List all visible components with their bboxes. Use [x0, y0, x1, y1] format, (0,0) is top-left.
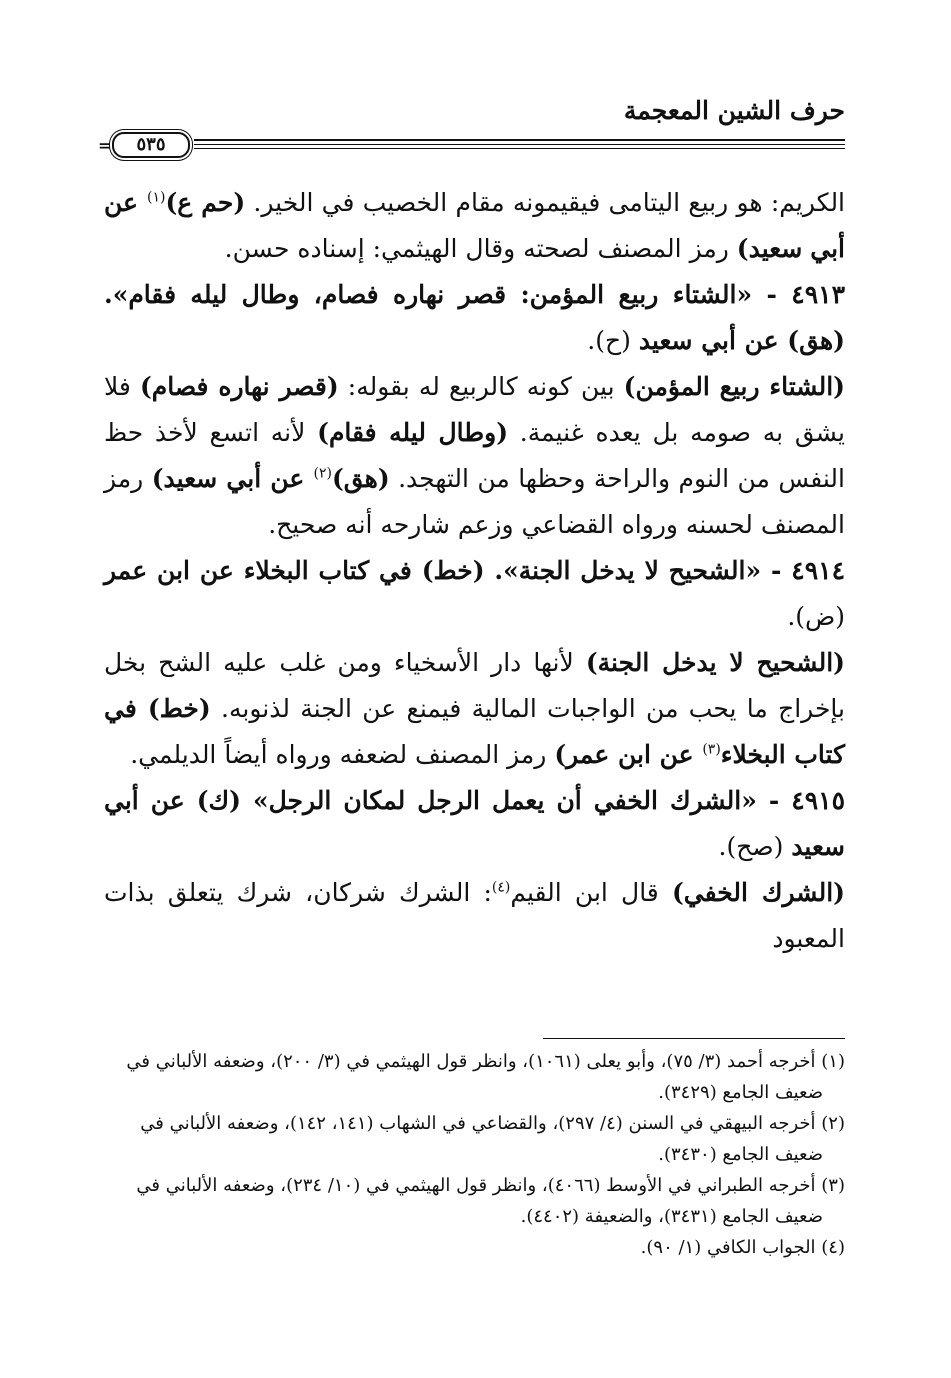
header-rule-thin: [194, 144, 845, 145]
footnote-2: (٢) أخرجه البيهقي في السنن (٤/ ٢٩٧)، والقضاعي في الشهاب (١٤١، ١٤٢)، وضعفه الألباني في ضعيف الجامع (٣٤٣٠).: [140, 1113, 845, 1165]
hadith-4915: ٤٩١٥ - «الشرك الخفي أن يعمل الرجل لمكان الرجل» (ك) عن أبي سعيد (صح).: [104, 786, 845, 861]
footnotes: [104, 1046, 845, 1263]
page-header: [98, 96, 845, 156]
header-mark: =: [98, 136, 112, 155]
header-rule: [98, 132, 845, 156]
paragraph-intro: الكريم: هو ربيع اليتامى فيقيمونه مقام الخصيب في الخير. (حم ع)$^{(١)}$ عن أبي سعيد) رمز المصنف لصحته وقال الهيثمي: إسناده حسن.: [104, 188, 846, 263]
footnote-ref-1[interactable]: (١): [146, 189, 166, 206]
main-text: [104, 180, 845, 962]
commentary-4913: (الشتاء ربيع المؤمن) بين كونه كالربيع له بقوله: (قصر نهاره فصام) فلا يشق به صومه بل يعده غنيمة. (وطال ليله فقام) لأنه اتسع لأخذ حظ النفس من النوم والراحة وحظها من التهجد. (هق)$^{(٢)}$ عن أبي سعيد) رمز المصنف لحسنه ورواه القضاعي وزعم شارحه أنه صحيح.: [104, 372, 845, 539]
footnote-1: (١) أخرجه أحمد (٣/ ٧٥)، وأبو يعلى (١٠٦١)، وانظر قول الهيثمي في (٣/ ٢٠٠)، وضعفه الألباني في ضعيف الجامع (٣٤٢٩).: [126, 1051, 845, 1103]
footnote-4: (٤) الجواب الكافي (١/ ٩٠).: [640, 1237, 845, 1258]
footnote-ref-3[interactable]: (٣): [702, 741, 721, 758]
header-rule-thick: [194, 139, 845, 141]
footnote-ref-2[interactable]: (٢): [313, 465, 332, 482]
footnote-3: (٣) أخرجه الطبراني في الأوسط (٤٠٦٦)، وانظر قول الهيثمي في (١٠/ ٢٣٤)، وضعفه الألباني في ضعيف الجامع (٣٤٣١)، والضعيفة (٤٤٠٢).: [136, 1175, 845, 1227]
hadith-4913: ٤٩١٣ - «الشتاء ربيع المؤمن: قصر نهاره فصام، وطال ليله فقام». (هق) عن أبي سعيد (ح).: [104, 280, 845, 355]
header-rule-thin-lower: [194, 148, 845, 149]
commentary-4914: (الشحيح لا يدخل الجنة) لأنها دار الأسخياء ومن غلب عليه الشح بخل بإخراج ما يحب من الواجبات المالية فيمنع عن الجنة لذنوبه. (خط) في كتاب البخلاء$^{(٣)}$ عن ابن عمر) رمز المصنف لضعفه ورواه أيضاً الديلمي.: [104, 648, 845, 769]
page-number: ٥٣٥: [112, 132, 190, 158]
chapter-title: حرف الشين المعجمة: [623, 96, 845, 125]
footnote-ref-4[interactable]: (٤): [491, 879, 511, 896]
footnote-divider: [543, 1038, 845, 1039]
hadith-4914: ٤٩١٤ - «الشحيح لا يدخل الجنة». (خط) في كتاب البخلاء عن ابن عمر (ض).: [104, 556, 845, 631]
commentary-4915: (الشرك الخفي) قال ابن القيم$^{(٤)}$: الشرك شركان، شرك يتعلق بذات المعبود: [104, 878, 845, 953]
